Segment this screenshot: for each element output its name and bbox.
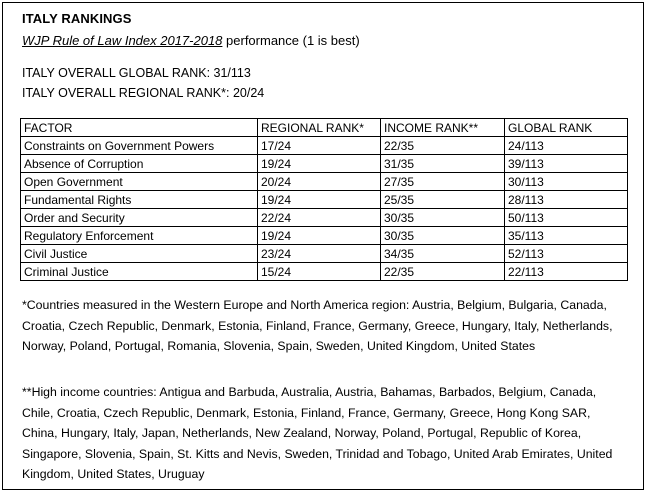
income-rank-cell: 22/35 <box>381 137 505 155</box>
table-row <box>21 227 628 245</box>
regional-rank-cell: 15/24 <box>258 263 381 281</box>
overall-global-rank: ITALY OVERALL GLOBAL RANK: 31/113 <box>22 66 251 80</box>
global-rank-cell: 39/113 <box>505 155 628 173</box>
income-rank-cell: 22/35 <box>381 263 505 281</box>
global-rank-cell: 30/113 <box>505 173 628 191</box>
table-row <box>21 191 628 209</box>
table-row <box>21 209 628 227</box>
global-rank-cell: 50/113 <box>505 209 628 227</box>
column-header: GLOBAL RANK <box>505 119 628 137</box>
document-title: ITALY RANKINGS <box>22 11 132 26</box>
table-row <box>21 137 628 155</box>
index-name: WJP Rule of Law Index 2017-2018 <box>22 33 223 48</box>
document-subtitle <box>22 33 360 48</box>
regional-rank-cell: 22/24 <box>258 209 381 227</box>
income-footnote: **High income countries: Antigua and Barbuda, Australia, Austria, Bahamas, Barbados, Belgium, Canada, Chile, Croatia, Czech Republic, Denmark, Estonia, Finland, France, Germany, Greece, Hong Kong SAR, China, Hungary, Italy, Japan, Netherlands, New Zealand, Norway, Poland, Portugal, Republic of Korea, Singapore, Slovenia, Spain, St. Kitts and Nevis, Sweden, Trinidad and Tobago, United Arab Emirates, United Kingdom, United States, Uruguay <box>22 385 613 481</box>
table-header-row <box>21 119 628 137</box>
factor-cell: Civil Justice <box>21 245 258 263</box>
regional-rank-cell: 19/24 <box>258 191 381 209</box>
regional-rank-cell: 17/24 <box>258 137 381 155</box>
factor-cell: Criminal Justice <box>21 263 258 281</box>
regional-rank-cell: 19/24 <box>258 227 381 245</box>
income-rank-cell: 27/35 <box>381 173 505 191</box>
table-row <box>21 263 628 281</box>
regional-rank-cell: 20/24 <box>258 173 381 191</box>
factor-cell: Absence of Corruption <box>21 155 258 173</box>
income-rank-cell: 30/35 <box>381 227 505 245</box>
table-row <box>21 155 628 173</box>
income-rank-cell: 34/35 <box>381 245 505 263</box>
factor-cell: Fundamental Rights <box>21 191 258 209</box>
global-rank-cell: 35/113 <box>505 227 628 245</box>
global-rank-cell: 22/113 <box>505 263 628 281</box>
global-rank-cell: 28/113 <box>505 191 628 209</box>
overall-regional-rank: ITALY OVERALL REGIONAL RANK*: 20/24 <box>22 86 265 100</box>
table-row <box>21 245 628 263</box>
column-header: FACTOR <box>21 119 258 137</box>
factor-cell: Regulatory Enforcement <box>21 227 258 245</box>
income-rank-cell: 25/35 <box>381 191 505 209</box>
regional-rank-cell: 23/24 <box>258 245 381 263</box>
subtitle-rest: performance (1 is best) <box>222 33 360 48</box>
global-rank-cell: 24/113 <box>505 137 628 155</box>
global-rank-cell: 52/113 <box>505 245 628 263</box>
factor-cell: Constraints on Government Powers <box>21 137 258 155</box>
column-header: INCOME RANK** <box>381 119 505 137</box>
factor-cell: Open Government <box>21 173 258 191</box>
regional-rank-cell: 19/24 <box>258 155 381 173</box>
regional-footnote: *Countries measured in the Western Europe and North America region: Austria, Belgium, Bulgaria, Canada, Croatia, Czech Republic, Denmark, Estonia, Finland, France, Germany, Greece, Hungary, Italy, Netherlands, Norway, Poland, Portugal, Romania, Slovenia, Spain, Sweden, United Kingdom, United States <box>22 298 613 353</box>
table-row <box>21 173 628 191</box>
column-header: REGIONAL RANK* <box>258 119 381 137</box>
rankings-table <box>20 118 628 281</box>
factor-cell: Order and Security <box>21 209 258 227</box>
income-rank-cell: 31/35 <box>381 155 505 173</box>
income-rank-cell: 30/35 <box>381 209 505 227</box>
